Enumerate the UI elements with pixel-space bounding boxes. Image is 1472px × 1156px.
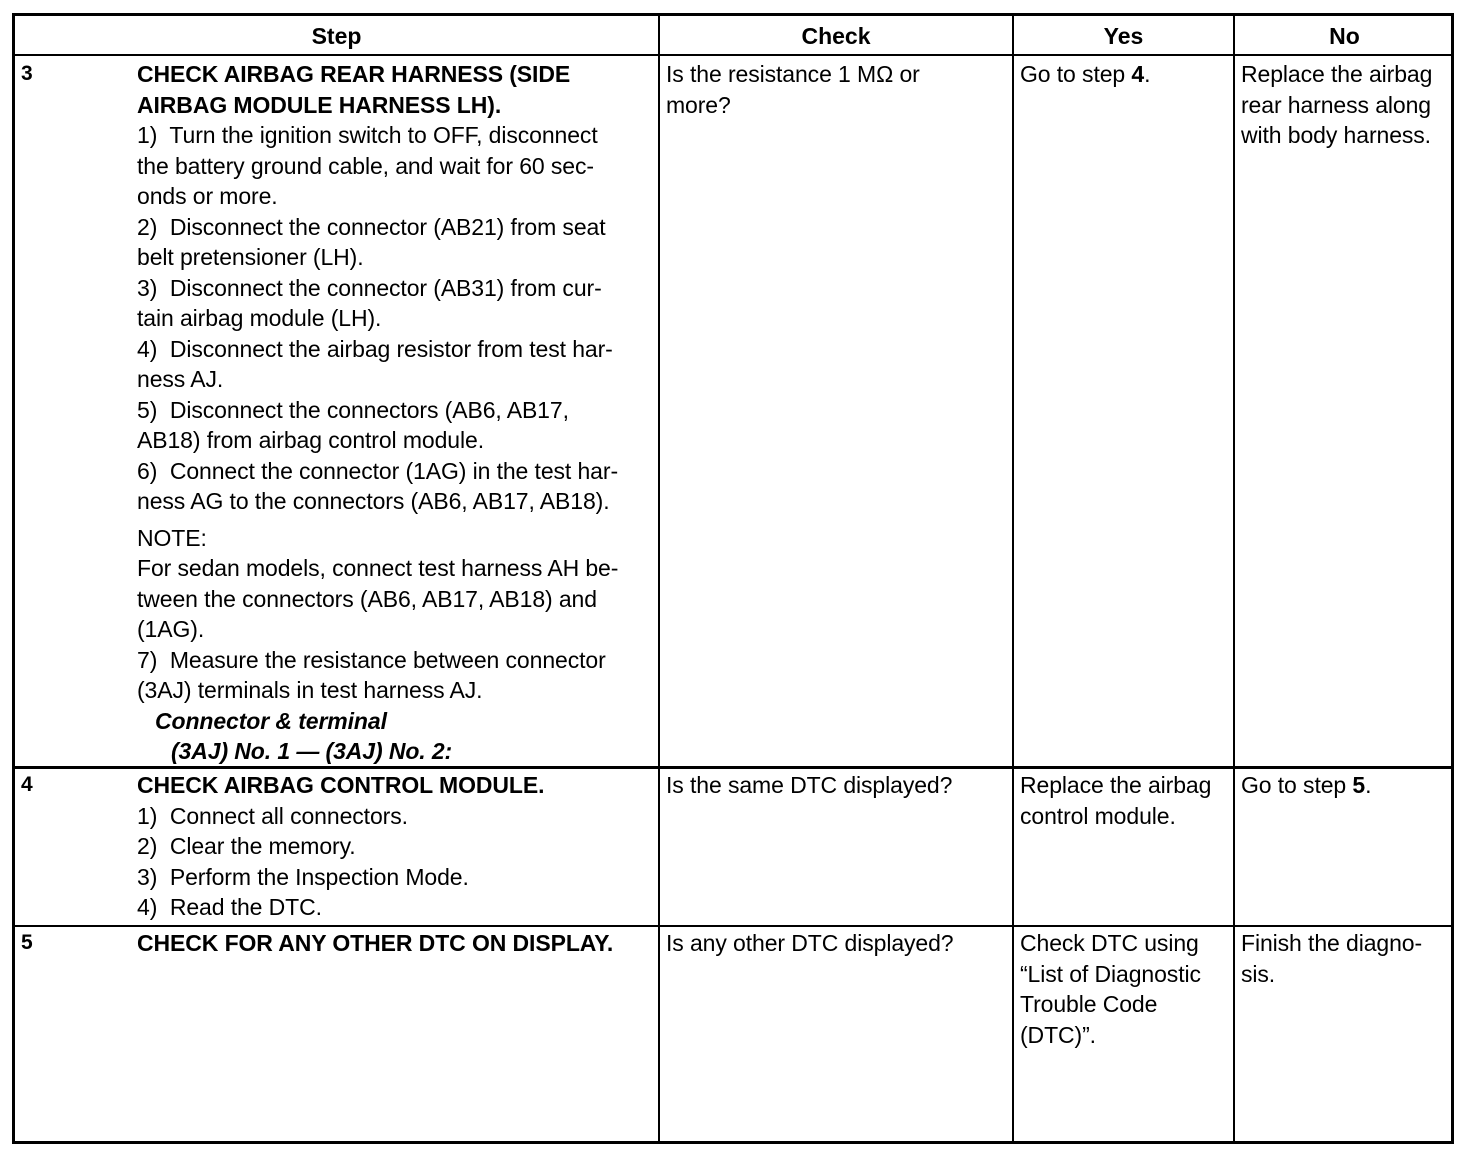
header-check: Check <box>801 23 871 49</box>
check-cell <box>666 770 1006 801</box>
step-title-line: AIRBAG MODULE HARNESS LH). <box>137 91 502 118</box>
yes-line: control module. <box>1020 802 1176 829</box>
no-cell <box>1241 928 1453 989</box>
procedure-line: belt pretensioner (LH). <box>137 244 364 270</box>
procedure-line: 3) Disconnect the connector (AB31) from cur- <box>137 274 602 301</box>
check-line: Is any other DTC displayed? <box>666 930 954 956</box>
yes-suffix: . <box>1144 61 1151 87</box>
yes-cell <box>1020 59 1232 90</box>
row-divider <box>15 925 1451 927</box>
yes-line: (DTC)”. <box>1020 1021 1096 1048</box>
check-line: more? <box>666 91 731 118</box>
no-line: Replace the airbag <box>1241 61 1433 87</box>
procedure-line: 3) Perform the Inspection Mode. <box>137 863 469 890</box>
procedure-line: the battery ground cable, and wait for 60 sec- <box>137 152 594 179</box>
procedure-line: 7) Measure the resistance between connector <box>137 646 606 673</box>
procedure-line: (3AJ) terminals in test harness AJ. <box>137 677 483 703</box>
procedure-line: tain airbag module (LH). <box>137 305 382 331</box>
no-cell <box>1241 59 1453 151</box>
step-number: 5 <box>21 931 33 954</box>
note-line: tween the connectors (AB6, AB17, AB18) and <box>137 585 597 612</box>
step-title-line: CHECK AIRBAG REAR HARNESS (SIDE <box>137 61 571 87</box>
column-divider <box>1012 16 1014 1141</box>
step-cell <box>137 770 657 923</box>
procedure-line: onds or more. <box>137 183 278 209</box>
procedure-line: 6) Connect the connector (1AG) in the test har- <box>137 457 618 484</box>
no-line: Finish the diagno- <box>1241 930 1423 956</box>
procedure-line: 4) Disconnect the airbag resistor from test har- <box>137 335 613 362</box>
step-cell <box>137 59 657 767</box>
step-reference: 5 <box>1352 772 1366 798</box>
header-step: Step <box>311 23 362 49</box>
header-yes: Yes <box>1103 23 1144 49</box>
yes-line: Check DTC using <box>1020 930 1199 956</box>
no-suffix: . <box>1365 772 1372 798</box>
procedure-line: 2) Disconnect the connector (AB21) from seat <box>137 213 606 240</box>
spec-label: Connector & terminal <box>155 707 387 734</box>
yes-cell <box>1020 928 1232 1050</box>
step-number: 4 <box>21 773 33 796</box>
note-line: For sedan models, connect test harness AH be- <box>137 555 619 581</box>
no-line: sis. <box>1241 960 1276 987</box>
procedure-line: 5) Disconnect the connectors (AB6, AB17, <box>137 396 569 423</box>
step-cell <box>137 928 657 959</box>
procedure-line: ness AJ. <box>137 366 224 392</box>
step-number: 3 <box>21 62 33 85</box>
step-title-line: CHECK AIRBAG CONTROL MODULE. <box>137 772 545 798</box>
procedure-line: 1) Connect all connectors. <box>137 802 408 829</box>
header-no: No <box>1329 23 1360 49</box>
procedure-line: AB18) from airbag control module. <box>137 427 484 453</box>
yes-line: Trouble Code <box>1020 991 1158 1017</box>
yes-cell <box>1020 770 1232 831</box>
note-line: (1AG). <box>137 616 205 642</box>
no-line: with body harness. <box>1241 122 1431 148</box>
note-label: NOTE: <box>137 524 207 551</box>
yes-text: Go to step <box>1020 61 1132 87</box>
no-text: Go to step <box>1241 772 1353 798</box>
check-cell <box>666 928 1006 959</box>
column-divider <box>658 16 660 1141</box>
step-reference: 4 <box>1131 61 1145 87</box>
yes-line: “List of Diagnostic <box>1020 960 1201 987</box>
check-cell <box>666 59 1006 120</box>
column-divider <box>1233 16 1235 1141</box>
no-line: rear harness along <box>1241 91 1431 118</box>
check-line: Is the same DTC displayed? <box>666 772 953 798</box>
diagnostic-table <box>12 13 1454 1144</box>
yes-line: Replace the airbag <box>1020 772 1212 798</box>
procedure-line: 1) Turn the ignition switch to OFF, disconnect <box>137 122 598 148</box>
spec-value: (3AJ) No. 1 — (3AJ) No. 2: <box>171 738 453 764</box>
procedure-line: 4) Read the DTC. <box>137 894 322 920</box>
procedure-line: ness AG to the connectors (AB6, AB17, AB18). <box>137 488 610 514</box>
procedure-line: 2) Clear the memory. <box>137 833 356 859</box>
no-cell <box>1241 770 1453 801</box>
step-title-line: CHECK FOR ANY OTHER DTC ON DISPLAY. <box>137 930 614 956</box>
check-line: Is the resistance 1 MΩ or <box>666 61 920 87</box>
